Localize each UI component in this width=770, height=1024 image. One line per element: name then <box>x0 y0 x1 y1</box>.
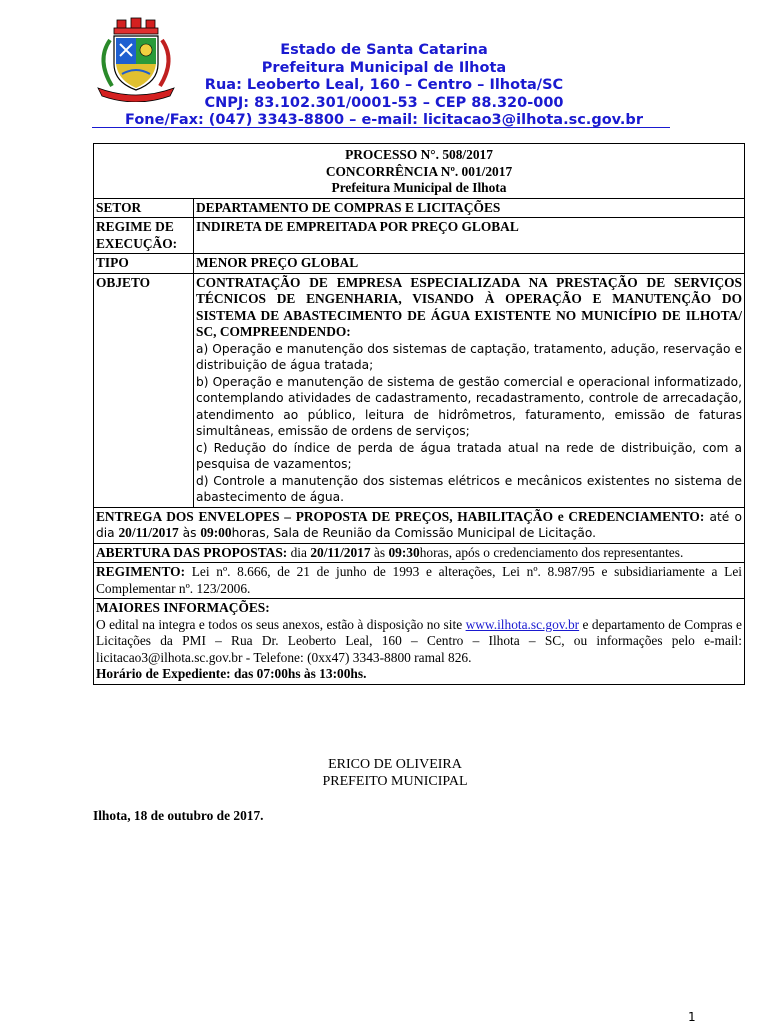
concorrencia-number: CONCORRÊNCIA Nº. 001/2017 <box>325 163 513 179</box>
regime-value: INDIRETA DE EMPREITADA POR PREÇO GLOBAL <box>194 218 745 254</box>
processo-number: PROCESSO N°. 508/2017 <box>345 147 493 162</box>
signer-role: PREFEITO MUNICIPAL <box>322 774 468 789</box>
entrega-text1: até o dia <box>96 509 743 540</box>
abertura-time: 09:30 <box>388 544 420 560</box>
regimento-text: Lei nº. 8.666, de 21 de junho de 1993 e alterações, Lei nº. 8.987/95 e subsidiariamente a Lei Complementar nº. 123/2006. <box>96 564 742 596</box>
phone-email: Fone/Fax: (047) 3343-8800 – e-mail: licitacao3@ilhota.sc.gov.br <box>125 112 643 128</box>
title-row <box>94 144 745 199</box>
objeto-item-d: d) Controle a manutenção dos sistemas elétricos e mecânicos existentes no sistema de abastecimento de água. <box>196 473 742 504</box>
regimento-row <box>94 563 745 599</box>
maiores-text <box>96 617 742 667</box>
office-hours: Horário de Expediente: das 07:00hs às 13:00hs. <box>96 666 367 681</box>
maiores-text1: O edital na integra e todos os seus anexos, estão à disposição no site <box>96 616 466 632</box>
setor-row <box>94 198 745 218</box>
page-number: 1 <box>688 1010 696 1024</box>
entrega-label: ENTREGA DOS ENVELOPES – PROPOSTA DE PREÇOS, HABILITAÇÃO e CREDENCIAMENTO: <box>96 508 705 524</box>
entrega-text2: às <box>178 526 201 540</box>
website-link[interactable]: www.ilhota.sc.gov.br <box>465 616 580 632</box>
prefeitura-subtitle: Prefeitura Municipal de Ilhota <box>331 180 507 195</box>
signer-name: ERICO DE OLIVEIRA <box>328 757 462 772</box>
setor-label: SETOR <box>94 198 194 218</box>
tipo-label: TIPO <box>94 254 194 274</box>
abertura-text1: dia <box>287 544 311 560</box>
address: Rua: Leoberto Leal, 160 – Centro – Ilhota/SC <box>204 77 564 93</box>
setor-value: DEPARTAMENTO DE COMPRAS E LICITAÇÕES <box>194 198 745 218</box>
tipo-value: MENOR PREÇO GLOBAL <box>194 254 745 274</box>
maiores-label: MAIORES INFORMAÇÕES: <box>96 600 270 615</box>
objeto-value <box>194 273 745 507</box>
signature-block <box>0 756 770 790</box>
mural-crown <box>114 18 158 34</box>
state-name: Estado de Santa Catarina <box>280 42 488 58</box>
cnpj-cep: CNPJ: 83.102.301/0001-53 – CEP 88.320-000 <box>204 94 564 111</box>
abertura-label: ABERTURA DAS PROPOSTAS: <box>96 544 288 560</box>
objeto-label: OBJETO <box>94 273 194 507</box>
maiores-text2: e departamento de Compras e Licitações da PMI – Rua Dr. Leoberto Leal, 160 – Centro – Ilhota – SC, ou informações pelo e-mail: licitacao3@ilhota.sc.gov.br - Telefone: (0xx47) 3343-8800 ramal 826. <box>96 616 742 665</box>
objeto-item-c: c) Redução do índice de perda de água tratada atual na rede de distribuição, com a pesquisa de vazamentos; <box>196 440 742 471</box>
abertura-text2: às <box>370 544 389 560</box>
entrega-date: 20/11/2017 <box>118 525 179 540</box>
regime-row <box>94 218 745 254</box>
objeto-item-a: a) Operação e manutenção dos sistemas de captação, tratamento, adução, reservação e distribuição de água tratada; <box>196 341 742 372</box>
maiores-row <box>94 599 745 685</box>
tipo-row <box>94 254 745 274</box>
entrega-text3: horas, Sala de Reunião da Comissão Municipal de Licitação. <box>231 526 597 540</box>
abertura-text3: horas, após o credenciamento dos representantes. <box>419 544 684 560</box>
regime-label: REGIME DE EXECUÇÃO: <box>94 218 194 254</box>
header-underline <box>92 127 670 128</box>
letterhead <box>0 0 770 132</box>
abertura-date: 20/11/2017 <box>310 544 371 560</box>
objeto-title: CONTRATAÇÃO DE EMPRESA ESPECIALIZADA NA PRESTAÇÃO DE SERVIÇOS TÉCNICOS DE ENGENHARIA, VISANDO À OPERAÇÃO E MANUTENÇÃO DO SISTEMA DE ABASTECIMENTO DE ÁGUA EXISTENTE NO MUNICÍPIO DE ILHOTA/ SC, COMPREENDENDO: <box>196 274 742 339</box>
abertura-row <box>94 543 745 563</box>
objeto-row <box>94 273 745 507</box>
letterhead-text <box>92 42 676 130</box>
notice-table <box>93 143 745 685</box>
regimento-label: REGIMENTO: <box>96 564 186 579</box>
prefecture-name: Prefeitura Municipal de Ilhota <box>261 59 507 76</box>
date-line: Ilhota, 18 de outubro de 2017. <box>93 808 264 823</box>
entrega-row <box>94 507 745 543</box>
objeto-item-b: b) Operação e manutenção de sistema de gestão comercial e operacional informatizado, contemplando atividades de cadastramento, recadastramento, controle de arrecadação, atendimento ao público, leitura de hidrômetros, faturamento, emissão de faturas simultâneas, emissão de ordens de serviços; <box>196 374 742 438</box>
entrega-time: 09:00 <box>200 525 232 540</box>
